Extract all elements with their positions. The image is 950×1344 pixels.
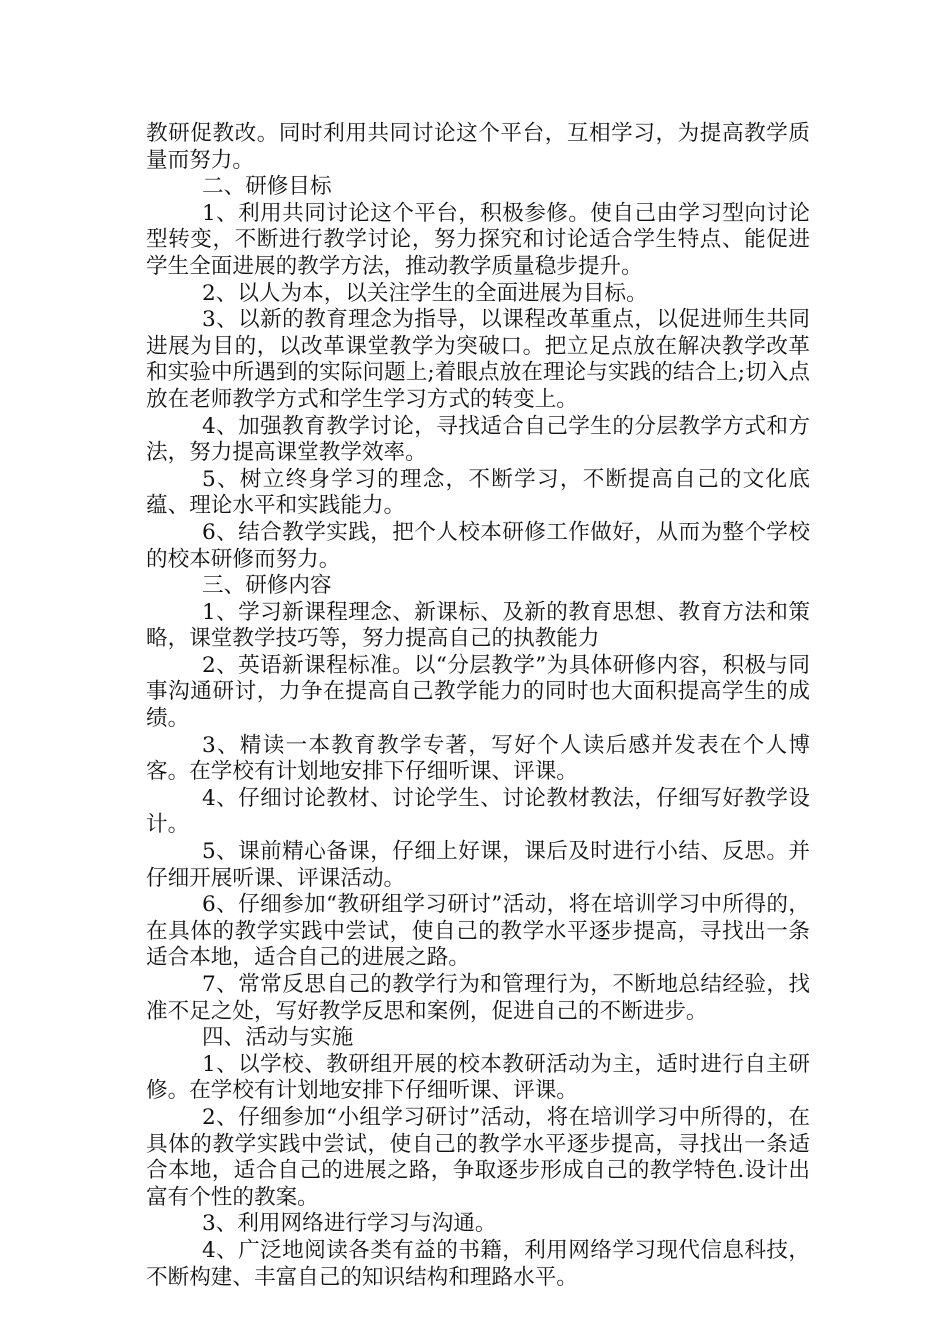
section-heading-activities: 四、活动与实施	[202, 1025, 354, 1051]
content-item: 2、英语新课程标准。以“分层教学”为具体研修内容，积极与同事沟通研讨，力争在提高自己教学能力的同时也大面积提高学生的成绩。	[146, 652, 810, 732]
content-item: 4、仔细讨论教材、讨论学生、讨论教材教法，仔细写好教学设计。	[146, 785, 810, 838]
document-body	[146, 121, 810, 1291]
activity-item: 2、仔细参加“小组学习研讨”活动，将在培训学习中所得的，在具体的教学实践中尝试，使自己的教学水平逐步提高，寻找出一条适合本地，适合自己的进展之路，争取逐步形成自己的教学特色.设计出富有个性的教案。	[146, 1104, 810, 1210]
content-item: 3、精读一本教育教学专著，写好个人读后感并发表在个人博客。在学校有计划地安排下仔细听课、评课。	[146, 732, 810, 785]
goal-item: 1、利用共同讨论这个平台，积极参修。使自己由学习型向讨论型转变，不断进行教学讨论，努力探究和讨论适合学生特点、能促进学生全面进展的教学方法，推动教学质量稳步提升。	[146, 200, 810, 279]
activity-item: 1、以学校、教研组开展的校本教研活动为主，适时进行自主研修。在学校有计划地安排下仔细听课、评课。	[146, 1051, 810, 1104]
goal-item: 5、树立终身学习的理念，不断学习，不断提高自己的文化底蕴、理论水平和实践能力。	[146, 466, 810, 519]
goal-item: 6、结合教学实践，把个人校本研修工作做好，从而为整个学校的校本研修而努力。	[146, 519, 810, 572]
intro-paragraph: 教研促教改。同时利用共同讨论这个平台，互相学习，为提高教学质量而努力。	[146, 121, 810, 173]
content-item: 6、仔细参加“教研组学习研讨”活动，将在培训学习中所得的，在具体的教学实践中尝试，使自己的教学水平逐步提高，寻找出一条适合本地，适合自己的进展之路。	[146, 892, 810, 971]
content-item: 1、学习新课程理念、新课标、及新的教育思想、教育方法和策略，课堂教学技巧等，努力提高自己的执教能力	[146, 599, 810, 652]
content-item: 7、常常反思自己的教学行为和管理行为，不断地总结经验，找准不足之处，写好教学反思和案例，促进自己的不断进步。	[146, 972, 810, 1024]
activity-item: 4、广泛地阅读各类有益的书籍，利用网络学习现代信息科技，不断构建、丰富自己的知识结构和理路水平。	[146, 1237, 810, 1290]
goal-item: 4、加强教育教学讨论，寻找适合自己学生的分层教学方式和方法，努力提高课堂教学效率。	[146, 413, 810, 466]
goal-item: 3、以新的教育理念为指导，以课程改革重点，以促进师生共同进展为目的，以改革课堂教学为突破口。把立足点放在解决教学改革和实验中所遇到的实际问题上;着眼点放在理论与实践的结合上;切入点放在老师教学方式和学生学习方式的转变上。	[146, 307, 810, 412]
activity-item: 3、利用网络进行学习与沟通。	[202, 1211, 497, 1237]
section-heading-content: 三、研修内容	[202, 573, 332, 599]
section-heading-goals: 二、研修目标	[202, 174, 332, 200]
goal-item: 2、以人为本，以关注学生的全面进展为目标。	[202, 280, 648, 306]
content-item: 5、课前精心备课，仔细上好课，课后及时进行小结、反思。并仔细开展听课、评课活动。	[146, 839, 810, 891]
